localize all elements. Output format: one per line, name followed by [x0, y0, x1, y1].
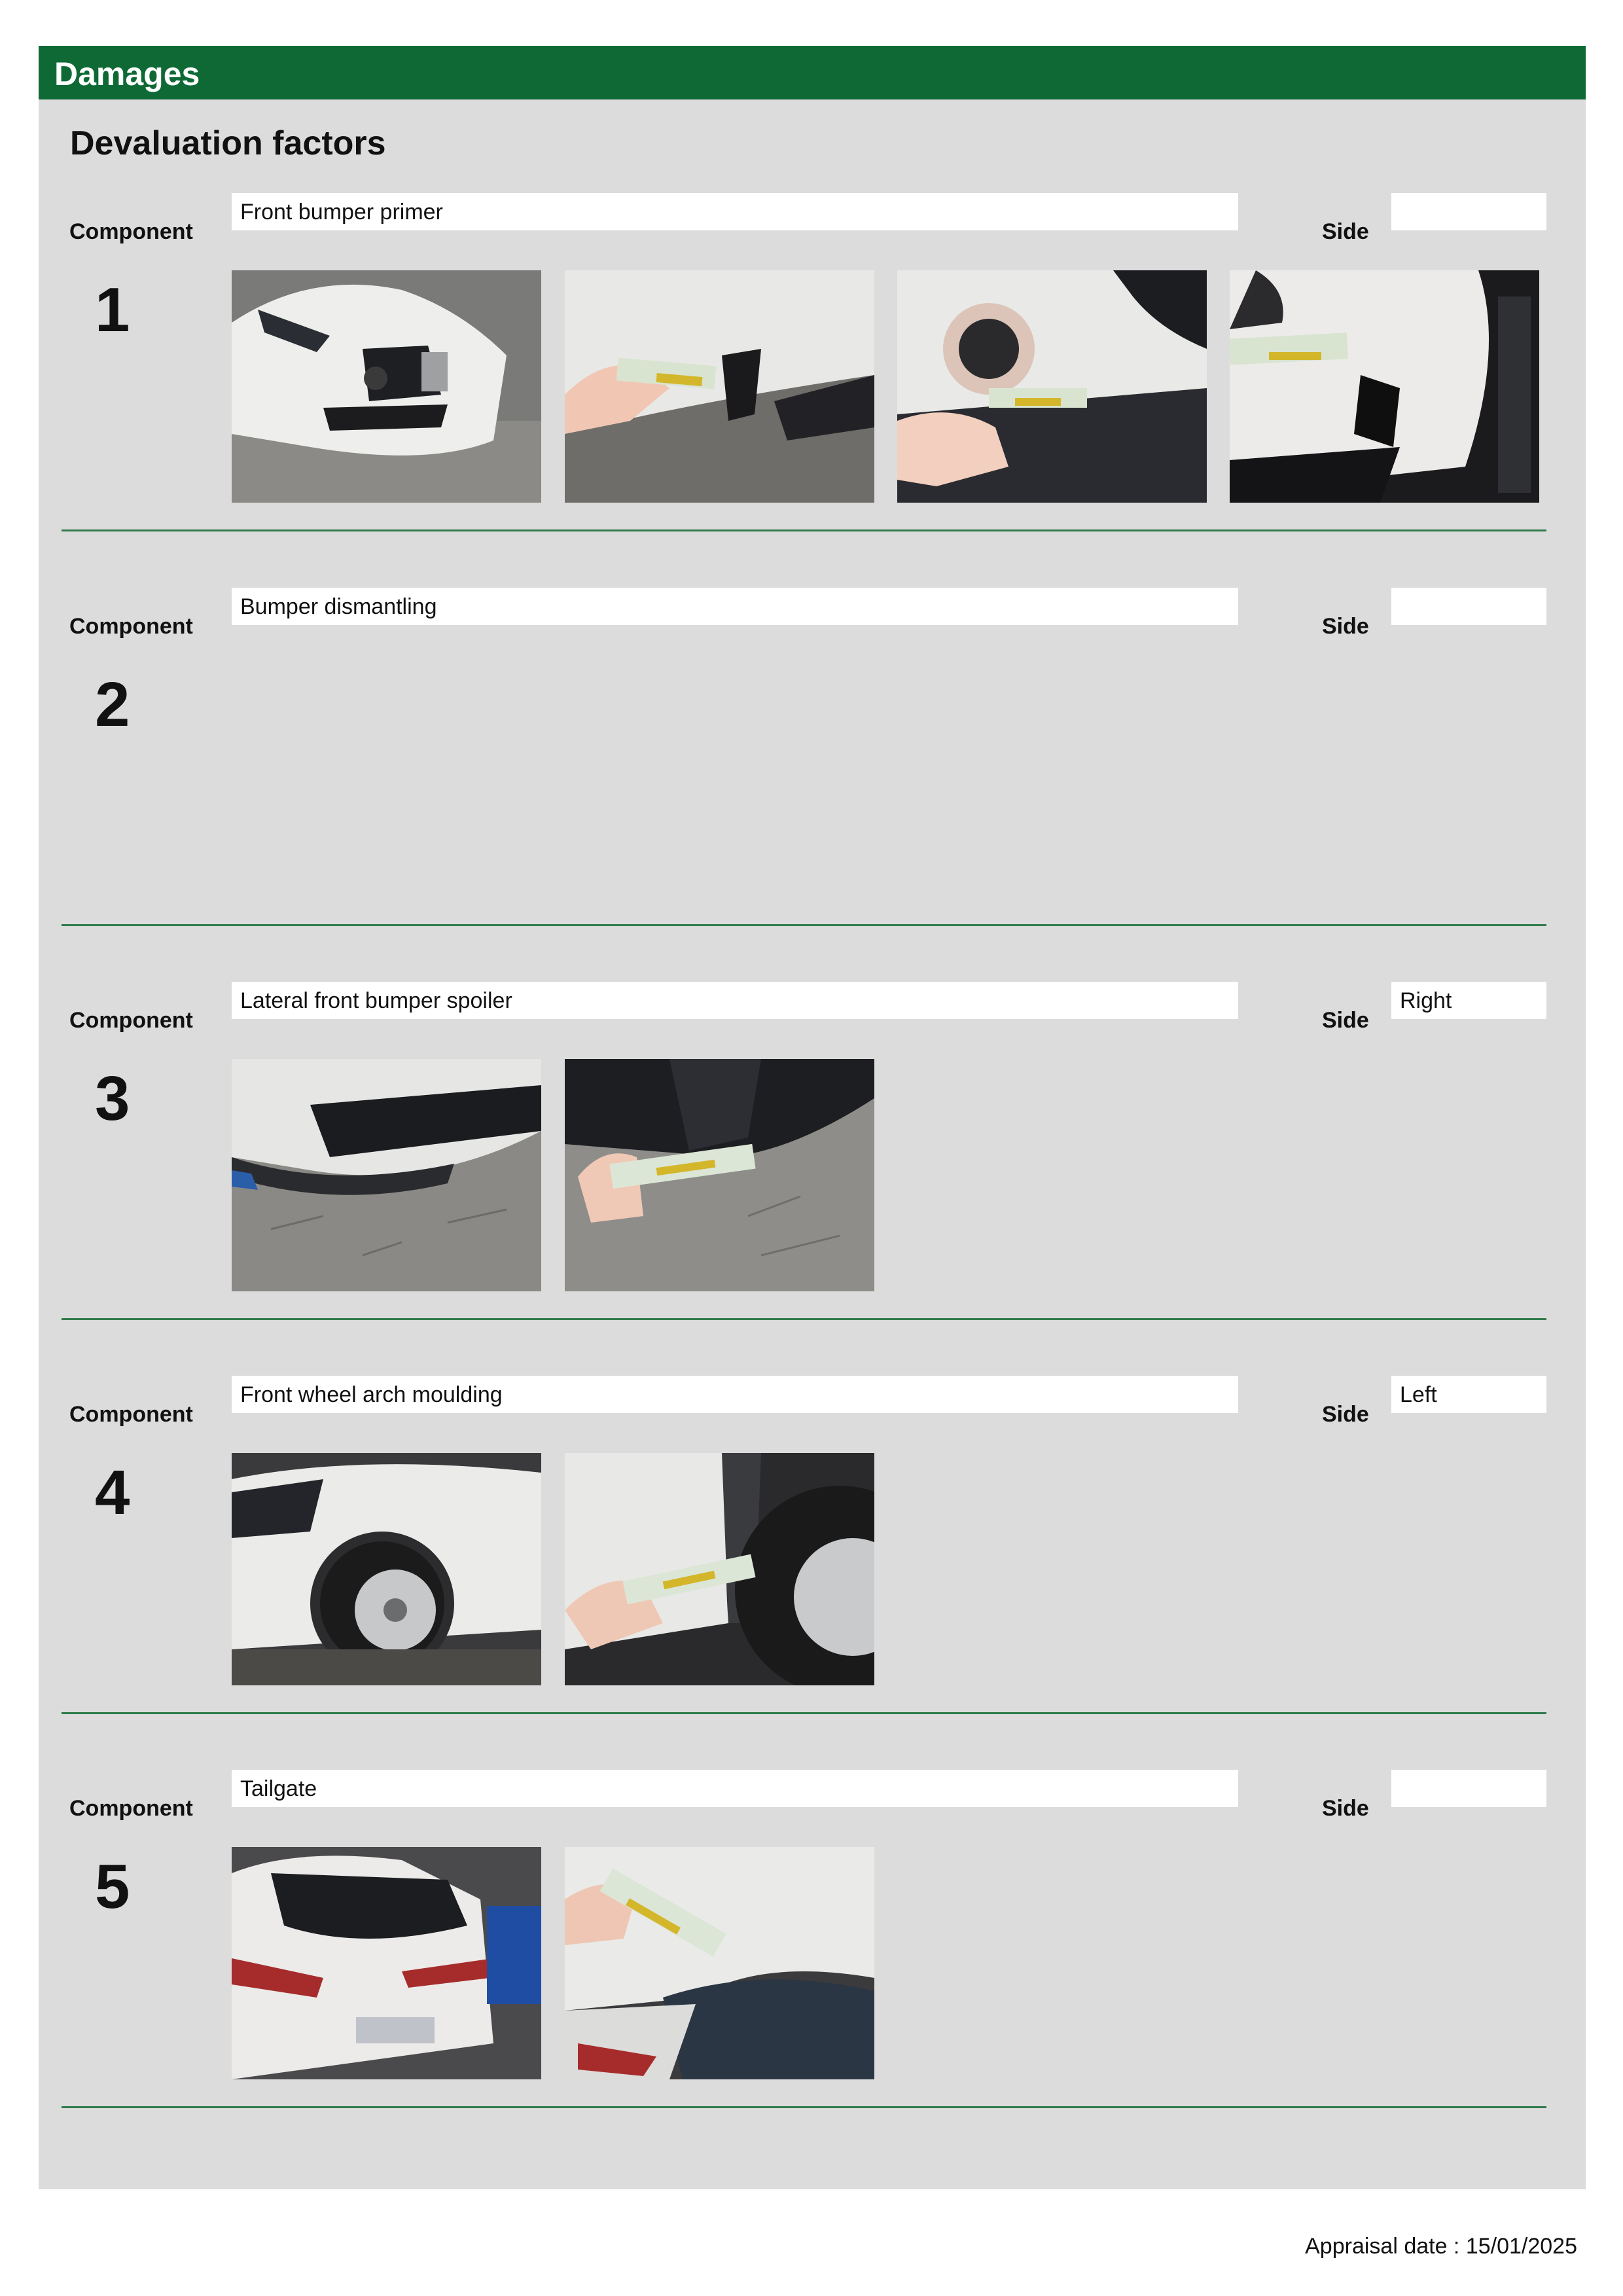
damage-row [0, 1770, 1623, 2162]
component-field: Front wheel arch moulding [232, 1376, 1238, 1413]
component-label: Component [69, 1796, 193, 1821]
component-field: Front bumper primer [232, 193, 1238, 230]
side-label: Side [1322, 1796, 1369, 1821]
side-label: Side [1322, 1402, 1369, 1427]
damage-number: 5 [95, 1852, 130, 1922]
side-label: Side [1322, 614, 1369, 639]
component-field: Tailgate [232, 1770, 1238, 1807]
side-field: Right [1391, 982, 1546, 1019]
component-field: Bumper dismantling [232, 588, 1238, 625]
damage-photo[interactable] [565, 1453, 874, 1685]
header-title: Damages [54, 56, 200, 92]
component-label: Component [69, 1402, 193, 1427]
damage-number: 3 [95, 1064, 130, 1134]
row-divider [62, 529, 1546, 531]
damage-photo[interactable] [232, 1059, 541, 1291]
side-label: Side [1322, 1008, 1369, 1033]
damage-photo[interactable] [232, 270, 541, 503]
side-field [1391, 193, 1546, 230]
damage-photo[interactable] [565, 270, 874, 503]
damage-photo[interactable] [565, 1059, 874, 1291]
damage-photo[interactable] [565, 1847, 874, 2079]
side-label: Side [1322, 219, 1369, 244]
row-divider [62, 2106, 1546, 2108]
damage-row [0, 982, 1623, 1374]
damage-photo[interactable] [897, 270, 1207, 503]
damage-number: 4 [95, 1458, 130, 1528]
component-label: Component [69, 219, 193, 244]
side-field: Left [1391, 1376, 1546, 1413]
damage-row [0, 193, 1623, 586]
component-label: Component [69, 1008, 193, 1033]
row-divider [62, 924, 1546, 926]
damage-number: 1 [95, 275, 130, 345]
side-field [1391, 1770, 1546, 1807]
damage-photo[interactable] [1230, 270, 1539, 503]
appraisal-date: Appraisal date : 15/01/2025 [1305, 2234, 1577, 2259]
component-field: Lateral front bumper spoiler [232, 982, 1238, 1019]
damage-row [0, 588, 1623, 980]
section-title: Devaluation factors [70, 124, 386, 162]
row-divider [62, 1318, 1546, 1320]
damage-number: 2 [95, 670, 130, 740]
row-divider [62, 1712, 1546, 1714]
damage-photo[interactable] [232, 1453, 541, 1685]
damage-photo[interactable] [232, 1847, 541, 2079]
damage-row [0, 1376, 1623, 1768]
component-label: Component [69, 614, 193, 639]
header-bar [39, 46, 1586, 99]
side-field [1391, 588, 1546, 625]
